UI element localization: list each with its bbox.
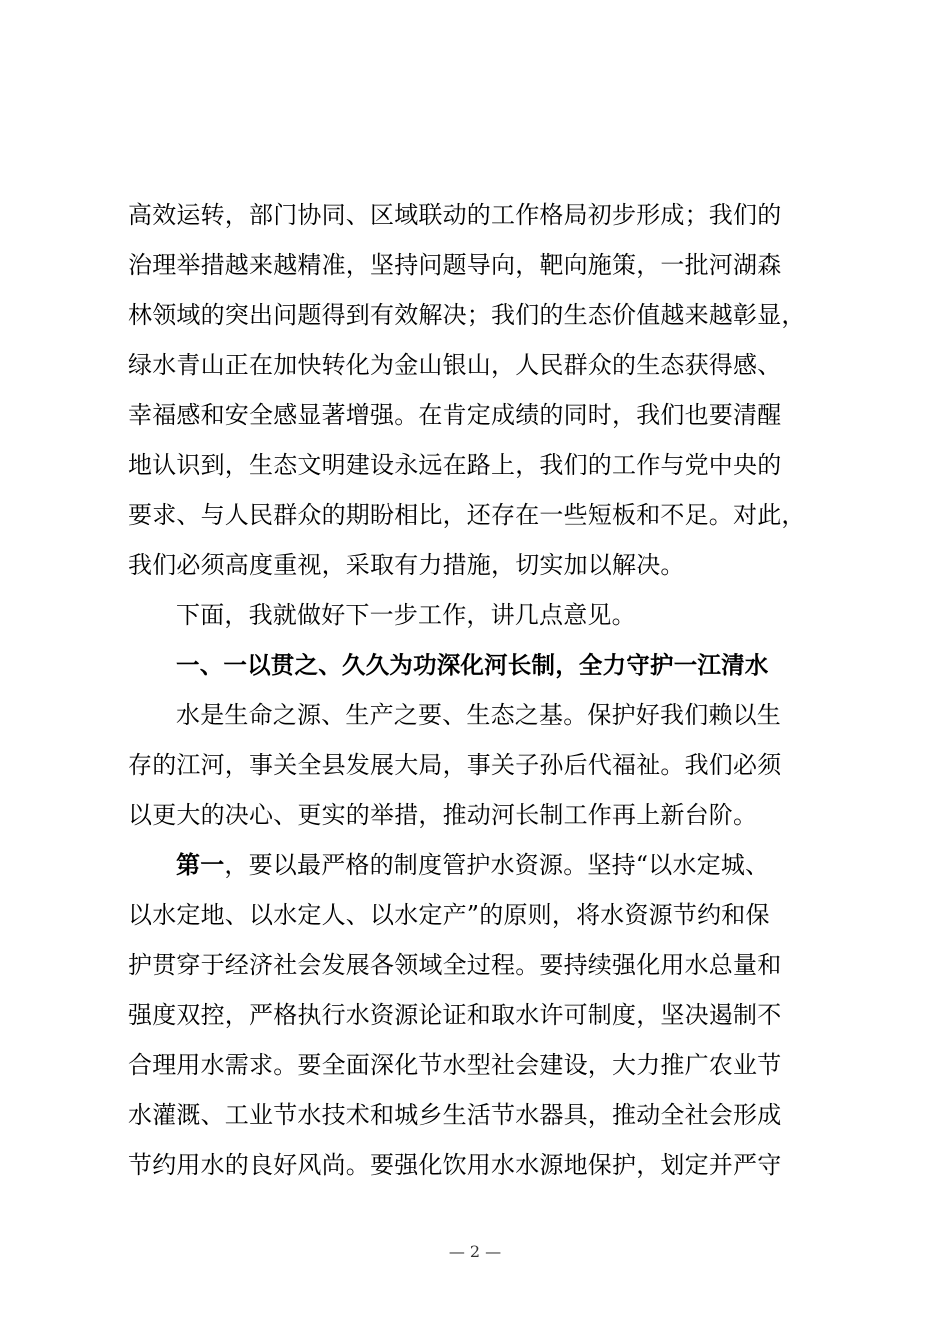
text-line: 我们必须高度重视，采取有力措施，切实加以解决。	[128, 551, 685, 579]
text-line	[128, 840, 848, 890]
text-line: 治理举措越来越精准，坚持问题导向，靶向施策，一批河湖森	[128, 251, 782, 279]
text-line: 合理用水需求。要全面深化节水型社会建设，大力推广农业节	[128, 1051, 782, 1079]
section-heading: 一、一以贯之、久久为功深化河长制，全力守护一江清水	[176, 651, 769, 679]
text-line: 要求、与人民群众的期盼相比，还存在一些短板和不足。对此，	[128, 501, 806, 529]
text-line: 地认识到，生态文明建设永远在路上，我们的工作与党中央的	[128, 451, 782, 479]
page-number: — 2 —	[448, 1242, 502, 1261]
text-line: 护贯穿于经济社会发展各领域全过程。要持续强化用水总量和	[128, 951, 782, 979]
text-line: 强度双控，严格执行水资源论证和取水许可制度，坚决遏制不	[128, 1001, 782, 1029]
text-line: 以更大的决心、更实的举措，推动河长制工作再上新台阶。	[128, 801, 758, 829]
text-run: ，要以最严格的制度管护水资源。坚持“以水定城、	[224, 851, 770, 879]
body-text	[128, 190, 848, 1190]
text-line: 节约用水的良好风尚。要强化饮用水水源地保护，划定并严守	[128, 1151, 782, 1179]
text-line: 绿水青山正在加快转化为金山银山，人民群众的生态获得感、	[128, 351, 782, 379]
text-line: 存的江河，事关全县发展大局，事关子孙后代福祉。我们必须	[128, 751, 782, 779]
bold-lead: 第一	[176, 851, 225, 879]
text-line: 水灌溉、工业节水技术和城乡生活节水器具，推动全社会形成	[128, 1101, 782, 1129]
text-line: 高效运转，部门协同、区域联动的工作格局初步形成；我们的	[128, 201, 782, 229]
text-line: 下面，我就做好下一步工作，讲几点意见。	[176, 601, 636, 629]
text-line: 林领域的突出问题得到有效解决；我们的生态价值越来越彰显，	[128, 301, 806, 329]
text-line: 水是生命之源、生产之要、生态之基。保护好我们赖以生	[176, 701, 781, 729]
text-line: 幸福感和安全感显著增强。在肯定成绩的同时，我们也要清醒	[128, 401, 782, 429]
text-line: 以水定地、以水定人、以水定产”的原则，将水资源节约和保	[128, 901, 770, 929]
